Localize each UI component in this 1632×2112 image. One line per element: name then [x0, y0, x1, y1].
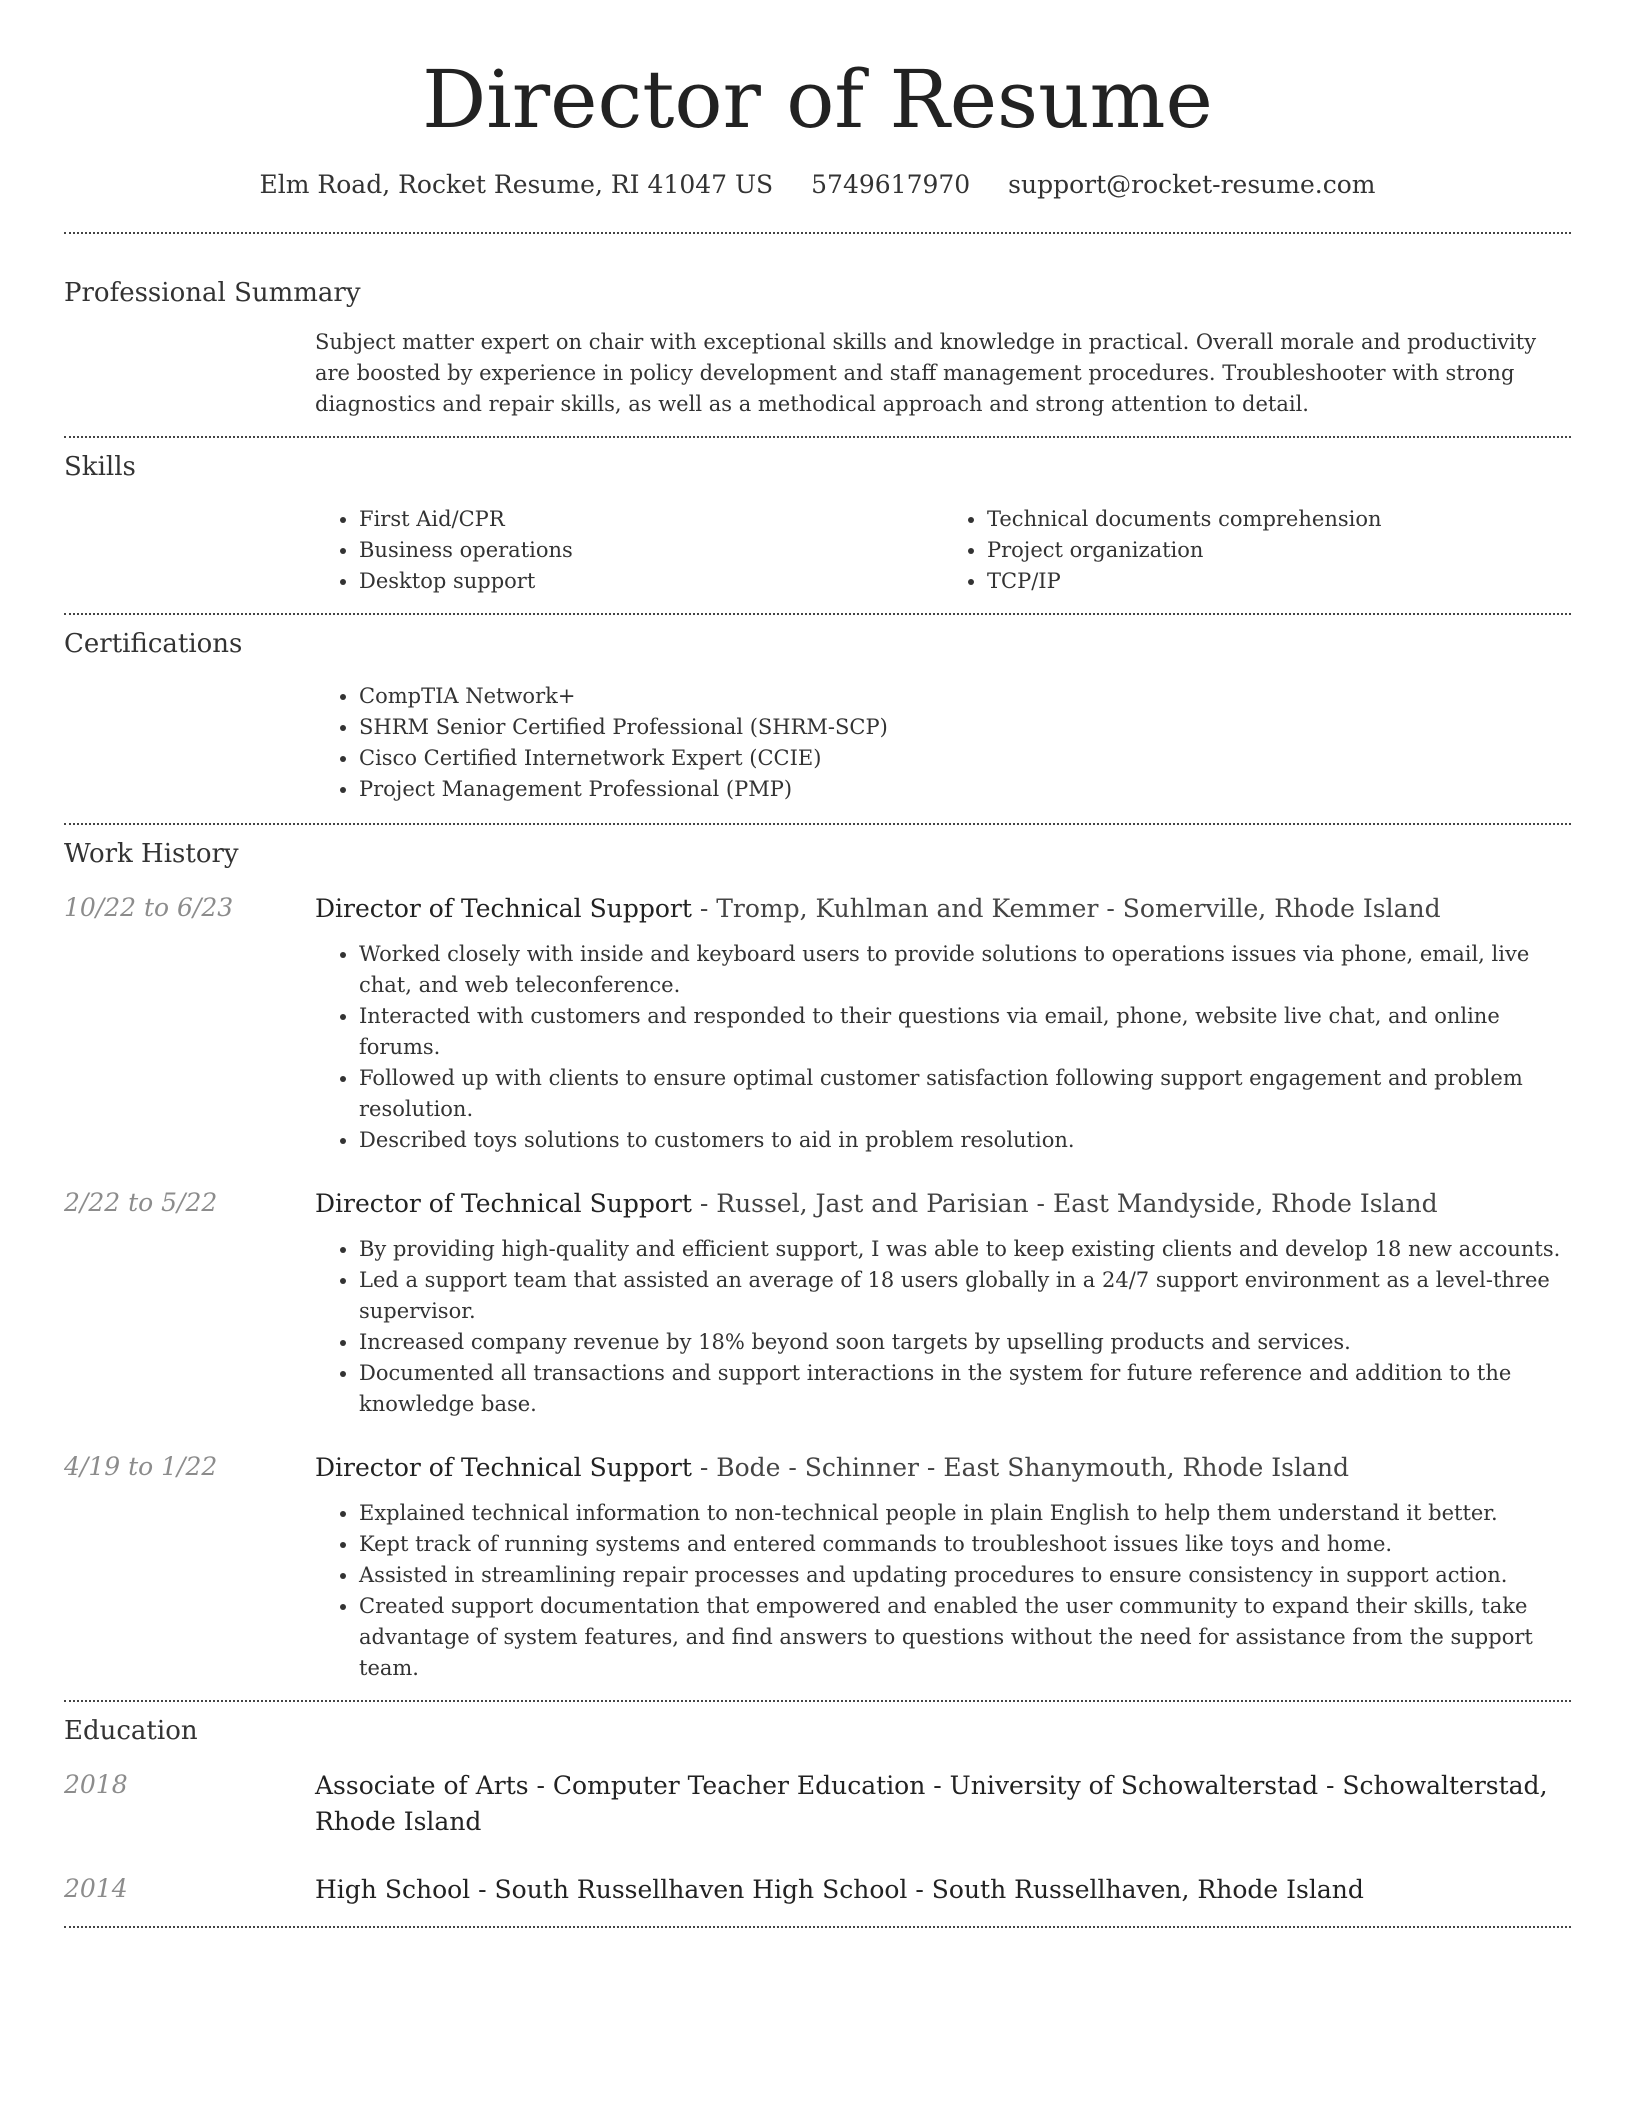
- job-role: Director of Technical Support: [315, 1189, 692, 1218]
- skills-list-right: [943, 504, 1571, 597]
- education-title: Education: [64, 1716, 198, 1746]
- job-bullet: • Described toys solutions to customers to aid in problem resolution.: [359, 1125, 1571, 1156]
- skill-item: • Technical documents comprehension: [987, 504, 1571, 535]
- education-degree: High School: [315, 1875, 471, 1904]
- certifications-list: [315, 681, 1571, 805]
- skill-item: • TCP/IP: [987, 566, 1571, 597]
- education-section: [64, 1702, 1571, 1908]
- job-bullets: [315, 1234, 1571, 1420]
- certification-item: • CompTIA Network+: [359, 681, 1571, 712]
- summary-section: [64, 234, 1571, 420]
- job-heading: [315, 891, 1571, 927]
- education-year: 2014: [64, 1874, 128, 1903]
- job-dates: 2/22 to 5/22: [64, 1188, 218, 1217]
- resume-name: Director of Resume: [422, 53, 1213, 146]
- education-year: 2018: [64, 1770, 128, 1799]
- job-bullet: • Worked closely with inside and keyboard users to provide solutions to operations issues via phone, email, live chat, and web teleconference.: [359, 939, 1571, 1001]
- job-entry: [64, 1450, 1571, 1684]
- certification-item: • Project Management Professional (PMP): [359, 774, 1571, 805]
- job-details: - Bode - Schinner - East Shanymouth, Rhode Island: [691, 1453, 1349, 1482]
- skills-title: Skills: [64, 452, 136, 482]
- contact-line: [64, 168, 1571, 202]
- work-title: Work History: [64, 839, 239, 869]
- education-details: - University of Schowalterstad - Schowalterstad, Rhode Island: [315, 1771, 1548, 1836]
- job-heading: [315, 1186, 1571, 1222]
- job-bullet: • Interacted with customers and responded to their questions via email, phone, website live chat, and online forums.: [359, 1001, 1571, 1063]
- contact-email: support@rocket-resume.com: [1008, 170, 1376, 199]
- job-dates: 10/22 to 6/23: [64, 893, 234, 922]
- job-details: - Russel, Jast and Parisian - East Mandyside, Rhode Island: [691, 1189, 1438, 1218]
- job-heading: [315, 1450, 1571, 1486]
- resume-page: [64, 0, 1571, 1928]
- job-role: Director of Technical Support: [315, 1453, 692, 1482]
- contact-phone: 5749617970: [811, 170, 971, 199]
- education-heading: [315, 1768, 1571, 1840]
- job-bullet: • Created support documentation that empowered and enabled the user community to expand their skills, take advantage of system features, and find answers to questions without the need for assistance from the support team.: [359, 1591, 1571, 1684]
- job-bullets: [315, 939, 1571, 1156]
- job-bullet: • Kept track of running systems and entered commands to troubleshoot issues like toys and home.: [359, 1529, 1571, 1560]
- education-degree: Associate of Arts - Computer Teacher Education: [315, 1771, 926, 1800]
- job-entry: [64, 891, 1571, 1156]
- skill-item: • Project organization: [987, 535, 1571, 566]
- education-details: - South Russellhaven High School - South Russellhaven, Rhode Island: [470, 1875, 1364, 1904]
- certification-item: • Cisco Certified Internetwork Expert (CCIE): [359, 743, 1571, 774]
- job-bullet: • Increased company revenue by 18% beyond soon targets by upselling products and services.: [359, 1327, 1571, 1358]
- education-heading: [315, 1872, 1571, 1908]
- divider: [64, 1926, 1571, 1928]
- skill-item: • First Aid/CPR: [359, 504, 943, 535]
- job-bullet: • Followed up with clients to ensure optimal customer satisfaction following support engagement and problem resolution.: [359, 1063, 1571, 1125]
- job-bullet: • Documented all transactions and support interactions in the system for future reference and addition to the knowledge base.: [359, 1358, 1571, 1420]
- job-bullet: • By providing high-quality and efficient support, I was able to keep existing clients and develop 18 new accounts.: [359, 1234, 1571, 1265]
- work-section: [64, 825, 1571, 1684]
- job-bullet: • Assisted in streamlining repair processes and updating procedures to ensure consistency in support action.: [359, 1560, 1571, 1591]
- summary-text: Subject matter expert on chair with exceptional skills and knowledge in practical. Overall morale and productivity are boosted by experience in policy development and staff management procedures. Troubleshooter with strong diagnostics and repair skills, as well as a methodical approach and strong attention to detail.: [315, 330, 1537, 416]
- certification-item: • SHRM Senior Certified Professional (SHRM-SCP): [359, 712, 1571, 743]
- job-role: Director of Technical Support: [315, 894, 692, 923]
- job-dates: 4/19 to 1/22: [64, 1452, 218, 1481]
- education-entry: [64, 1768, 1571, 1840]
- certifications-section: [64, 615, 1571, 805]
- job-details: - Tromp, Kuhlman and Kemmer - Somerville, Rhode Island: [691, 894, 1441, 923]
- education-entry: [64, 1872, 1571, 1908]
- skill-item: • Desktop support: [359, 566, 943, 597]
- contact-address: Elm Road, Rocket Resume, RI 41047 US: [259, 170, 774, 199]
- skills-list-left: [315, 504, 943, 597]
- job-entry: [64, 1186, 1571, 1420]
- skill-item: • Business operations: [359, 535, 943, 566]
- skills-section: [64, 438, 1571, 597]
- job-bullets: [315, 1498, 1571, 1684]
- summary-title: Professional Summary: [64, 278, 361, 308]
- job-bullet: • Explained technical information to non-technical people in plain English to help them understand it better.: [359, 1498, 1571, 1529]
- job-bullet: • Led a support team that assisted an average of 18 users globally in a 24/7 support environment as a level-three supervisor.: [359, 1265, 1571, 1327]
- certifications-title: Certifications: [64, 629, 243, 659]
